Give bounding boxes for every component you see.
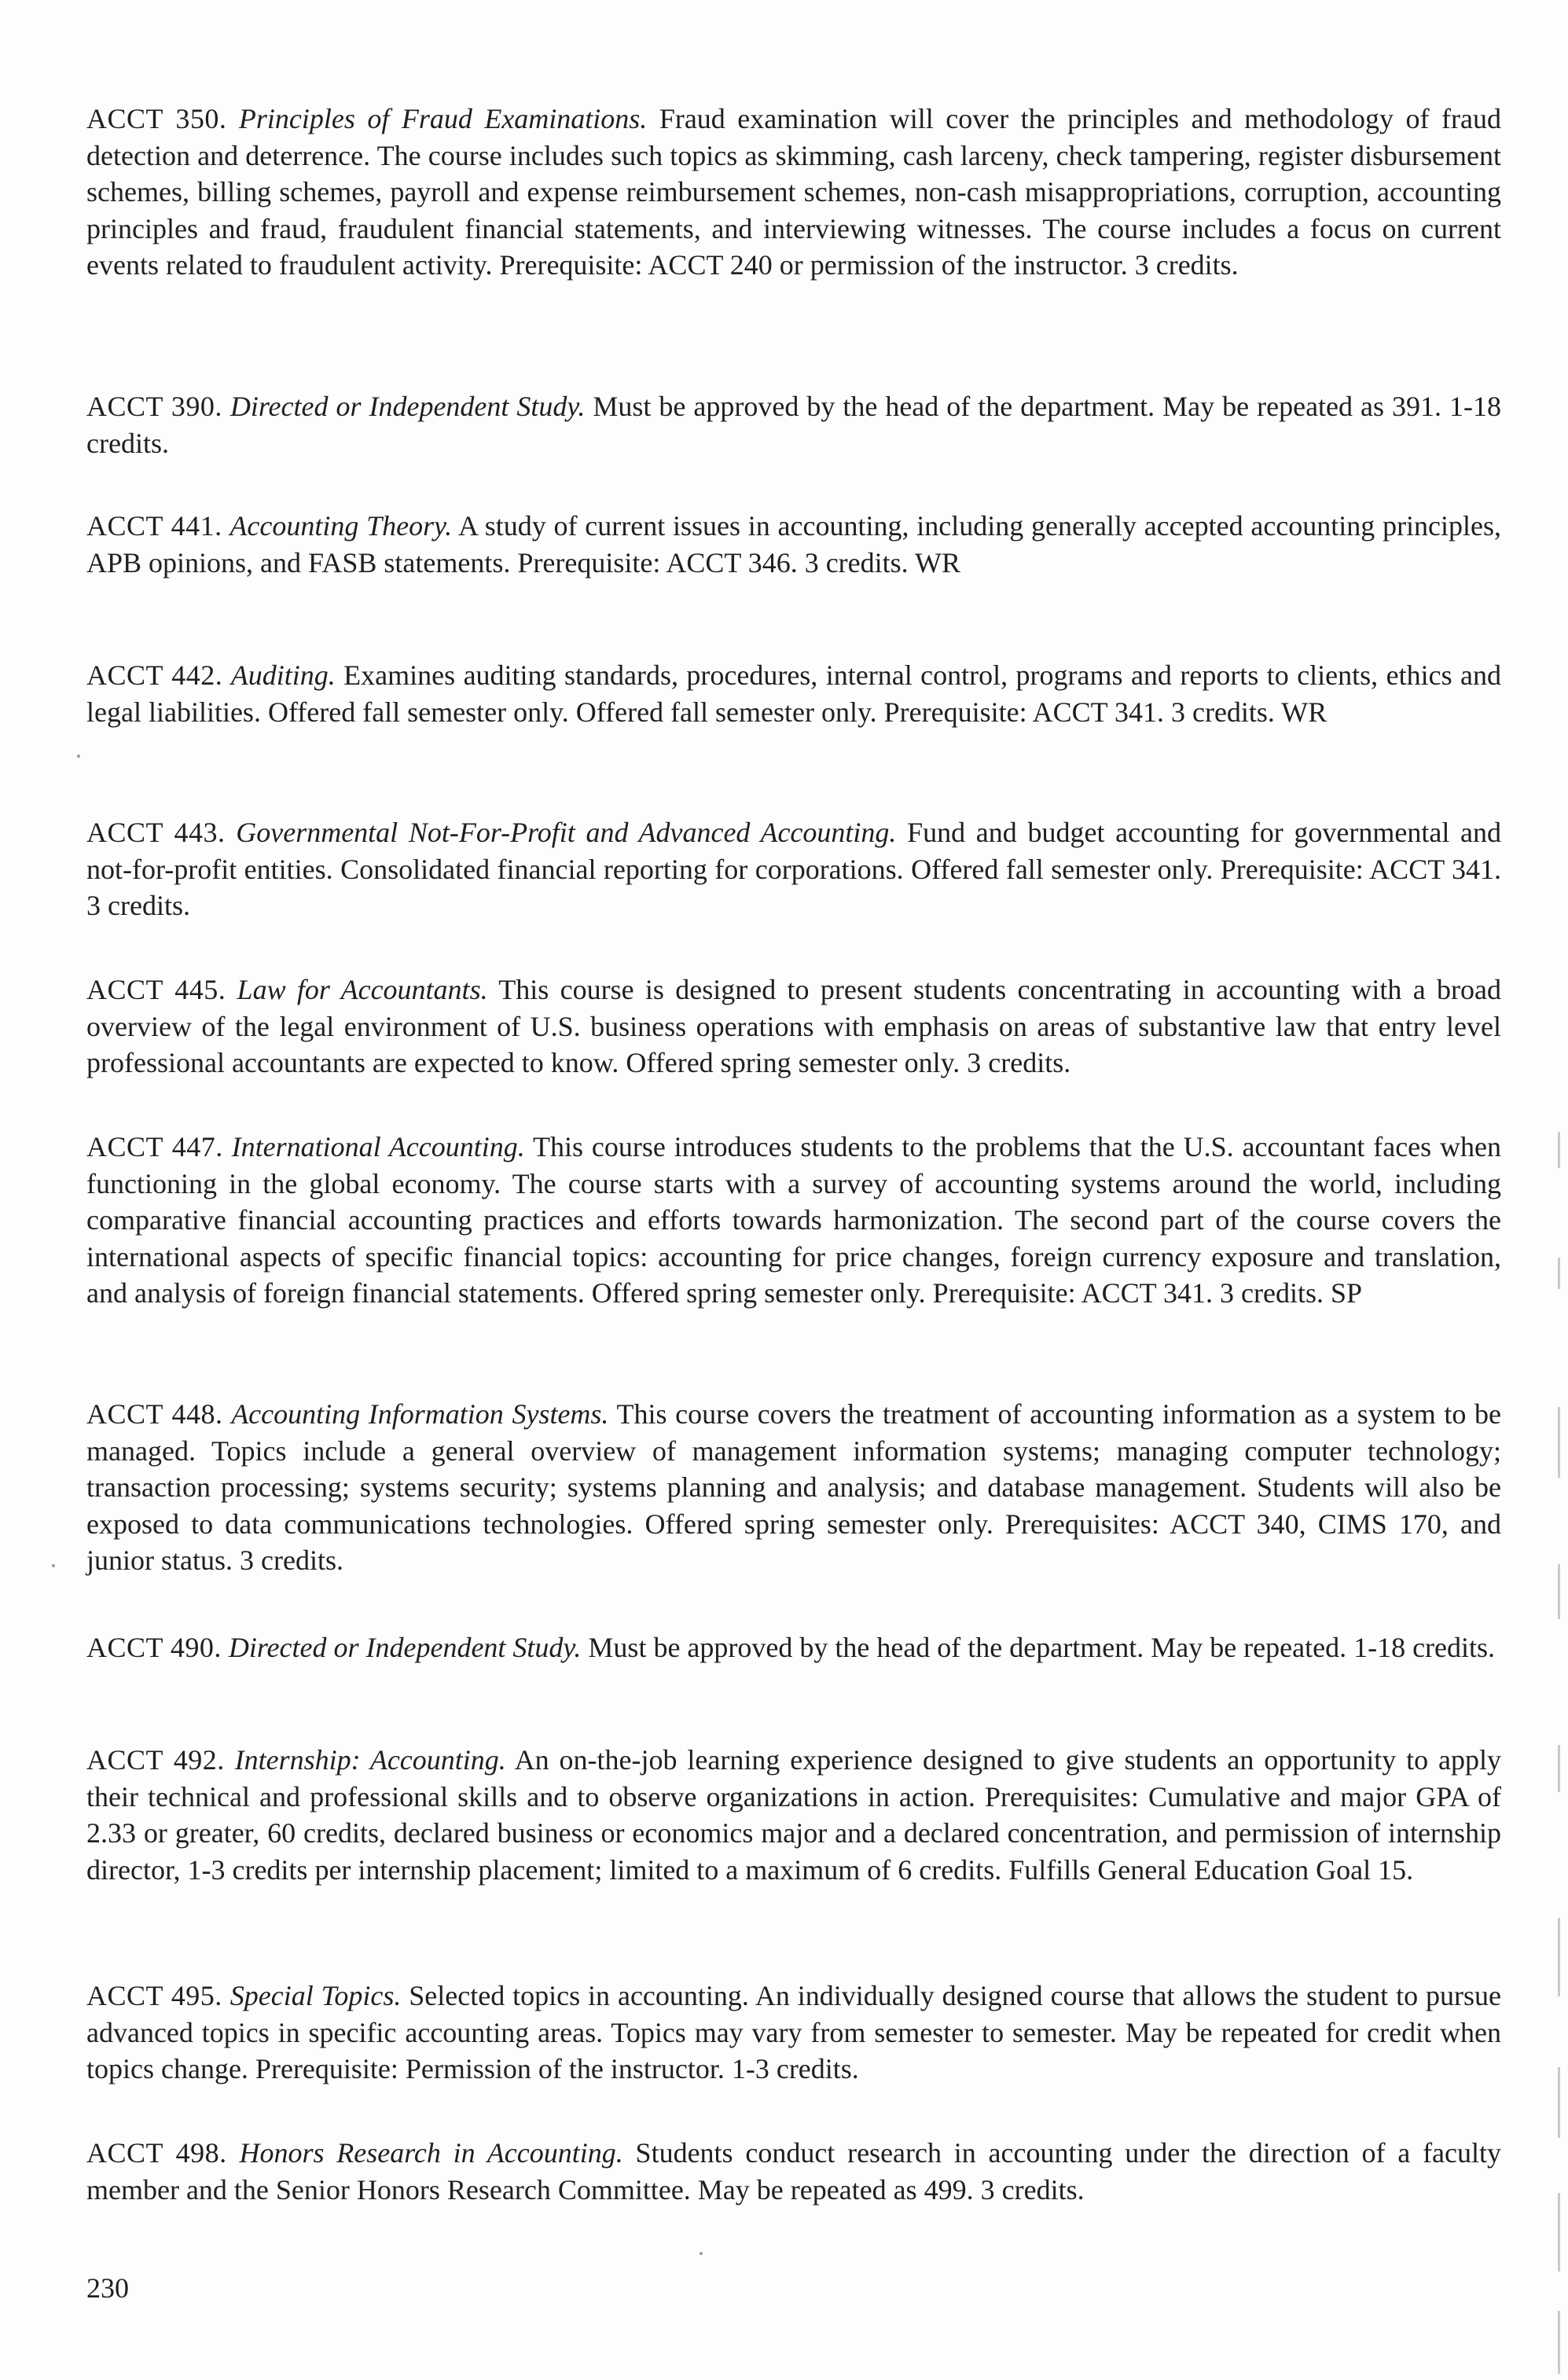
course-description: Must be approved by the head of the department. May be repeated. 1-18 credits. [588, 1632, 1496, 1663]
scan-speck [77, 755, 80, 758]
course-entry-acct-445 [86, 971, 1501, 1082]
course-entry-acct-498 [86, 2135, 1501, 2208]
course-description: This course is designed to present students concentrating in accounting with a broad overview of the legal environment of U.S. business operations with emphasis on areas of substantive law that entry level professional accountants are expected to know. Offered spring semester only. 3 credits. [86, 974, 1501, 1078]
course-entry-acct-441 [86, 508, 1501, 581]
scan-edge-mark [1558, 1407, 1560, 1478]
course-description: Selected topics in accounting. An individually designed course that allows the student to pursue advanced topics in specific accounting areas. Topics may vary from semester to semester. May be repeated for credit when topics change. Prerequisite: Permission of the instructor. 1-3 credits. [86, 1980, 1502, 2084]
course-description: Examines auditing standards, procedures, internal control, programs and reports to clients, ethics and legal liabilities. Offered fall semester only. Offered fall semester only. Prerequisite: ACCT 341. 3 credits. WR [86, 659, 1501, 728]
course-title: Internship: Accounting. [234, 1744, 506, 1776]
course-entry-acct-447 [86, 1129, 1501, 1312]
course-entry-acct-390 [86, 388, 1501, 461]
course-code: ACCT 447. [86, 1131, 223, 1162]
scan-edge-mark [1558, 2193, 1560, 2272]
course-code: ACCT 443. [86, 817, 226, 848]
course-title: Directed or Independent Study. [230, 391, 586, 422]
course-title: International Accounting. [231, 1131, 525, 1162]
course-title: Principles of Fraud Examinations. [238, 103, 648, 134]
course-code: ACCT 445. [86, 974, 226, 1005]
course-code: ACCT 448. [86, 1398, 223, 1430]
course-entry-acct-490 [86, 1629, 1501, 1666]
course-entry-acct-495 [86, 1978, 1501, 2088]
course-title: Law for Accountants. [237, 974, 488, 1005]
course-entry-acct-443 [86, 814, 1501, 924]
course-description: Must be approved by the head of the department. May be repeated as 391. 1-18 credits. [86, 391, 1501, 459]
course-entry-acct-350 [86, 101, 1501, 284]
scan-edge-mark [1558, 1918, 1560, 1996]
course-code: ACCT 498. [86, 2137, 227, 2169]
course-title: Governmental Not-For-Profit and Advanced Accounting. [236, 817, 897, 848]
scan-edge-mark [1558, 1132, 1560, 1168]
course-title: Special Topics. [230, 1980, 402, 2011]
course-description: This course covers the treatment of accounting information as a system to be managed. Topics include a general overview of management information systems; managing computer technology; transaction processing; systems security; systems planning and analysis; and database management. Students will also be exposed to data communications technologies. Offered spring semester only. Prerequisites: ACCT 340, CIMS 170, and junior status. 3 credits. [86, 1398, 1501, 1576]
course-title: Accounting Theory. [230, 510, 453, 542]
scan-speck [52, 1564, 55, 1567]
course-description: An on-the-job learning experience designed to give students an opportunity to apply their technical and professional skills and to observe organizations in action. Prerequisites: Cumulative and major GPA of 2.33 or greater, 60 credits, declared business or economics major and a declared concentration, and permission of internship director, 1-3 credits per internship placement; limited to a maximum of 6 credits. Fulfills General Education Goal 15. [86, 1744, 1501, 1886]
course-title: Directed or Independent Study. [228, 1632, 582, 1663]
course-description: Students conduct research in accounting under the direction of a faculty member and the Senior Honors Research Committee. May be repeated as 499. 3 credits. [86, 2137, 1502, 2206]
scan-edge-mark [1558, 1745, 1560, 1792]
course-description: Fraud examination will cover the principles and methodology of fraud detection and deterrence. The course includes such topics as skimming, cash larceny, check tampering, register disbursement schemes, billing schemes, payroll and expense reimbursement schemes, non-cash misappropriations, corruption, accounting principles and fraud, fraudulent financial statements, and interviewing witnesses. The course includes a focus on current events related to fraudulent activity. Prerequisite: ACCT 240 or permission of the instructor. 3 credits. [86, 103, 1501, 281]
scan-edge-mark [1558, 1564, 1560, 1619]
course-description: Fund and budget accounting for governmental and not-for-profit entities. Consolidated financial reporting for corporations. Offered fall semester only. Prerequisite: ACCT 341. 3 credits. [86, 817, 1501, 921]
course-code: ACCT 492. [86, 1744, 225, 1776]
course-entry-acct-448 [86, 1396, 1501, 1579]
course-description: A study of current issues in accounting, including generally accepted accounting principles, APB opinions, and FASB statements. Prerequisite: ACCT 346. 3 credits. WR [86, 510, 1502, 578]
scan-speck [700, 2252, 703, 2255]
page-number: 230 [86, 2272, 129, 2304]
course-entry-acct-442 [86, 657, 1501, 730]
course-code: ACCT 390. [86, 391, 222, 422]
course-code: ACCT 490. [86, 1632, 222, 1663]
scan-edge-mark [1558, 2067, 1560, 2138]
course-title: Honors Research in Accounting. [239, 2137, 623, 2169]
course-code: ACCT 495. [86, 1980, 222, 2011]
course-code: ACCT 441. [86, 510, 222, 542]
course-title: Auditing. [230, 659, 336, 691]
course-title: Accounting Information Systems. [231, 1398, 609, 1430]
course-description: This course introduces students to the problems that the U.S. accountant faces when functioning in the global economy. The course starts with a survey of accounting systems around the world, including comparative financial accounting practices and efforts towards harmonization. The second part of the course covers the international aspects of specific financial topics: accounting for price changes, foreign currency exposure and translation, and analysis of foreign financial statements. Offered spring semester only. Prerequisite: ACCT 341. 3 credits. SP [86, 1131, 1501, 1309]
course-code: ACCT 442. [86, 659, 223, 691]
course-code: ACCT 350. [86, 103, 227, 134]
scan-edge-mark [1558, 2311, 1560, 2374]
course-entry-acct-492 [86, 1742, 1501, 1888]
scan-edge-mark [1558, 1258, 1560, 1289]
